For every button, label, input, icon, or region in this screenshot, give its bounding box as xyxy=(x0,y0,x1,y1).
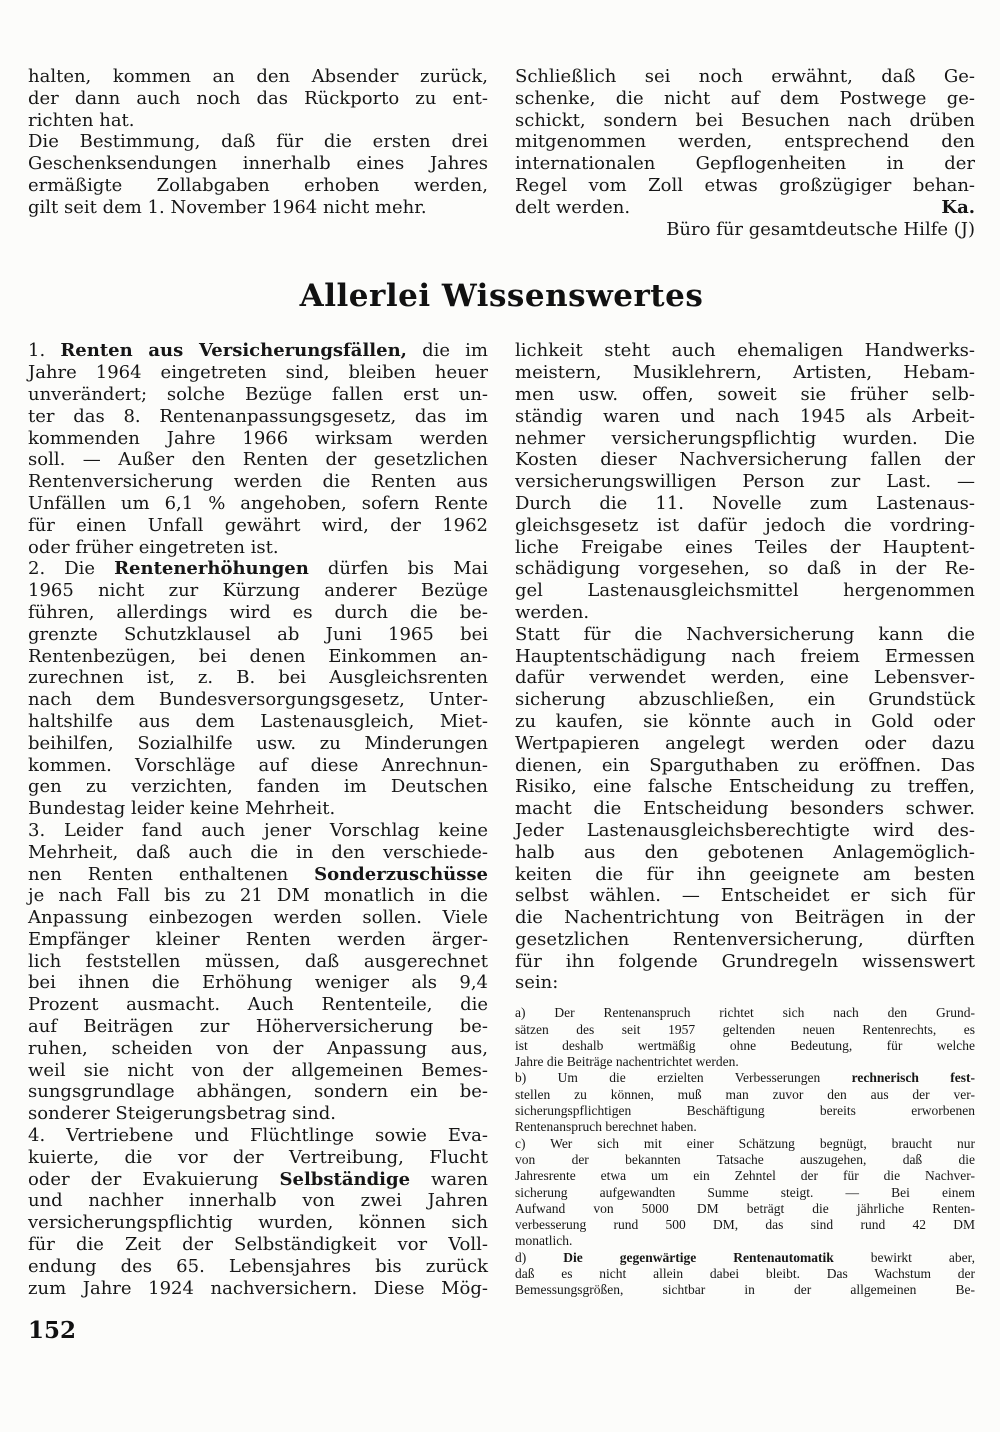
text-line: soll. — Außer den Renten der gesetzlichen xyxy=(28,449,488,471)
text-line: endung des 65. Lebensjahres bis zurück xyxy=(28,1255,488,1277)
text-line: oder früher eingetreten ist. xyxy=(28,536,279,558)
text-line: Rentenbezügen, bei denen Einkommen an- xyxy=(28,645,488,667)
text-line: von der bekannten Tatsache auszugehen, daß die xyxy=(515,1151,975,1167)
text-line: auf Beiträgen zur Höherversicherung be- xyxy=(28,1016,488,1038)
text-line: werden. xyxy=(515,601,590,623)
text-line: men usw. offen, soweit sie früher selb- xyxy=(515,383,975,405)
article-right-text xyxy=(515,340,975,994)
article-left-column xyxy=(28,340,488,1299)
text-line: weil sie nicht von der allgemeinen Bemes- xyxy=(28,1059,488,1081)
text-line: 3. Leider fand auch jener Vorschlag keine xyxy=(28,819,488,841)
text-line: zum Jahre 1924 nachversichern. Diese Mög- xyxy=(28,1277,488,1299)
text-line: mitgenommen werden, entsprechend den xyxy=(515,131,975,153)
text-line: bei ihnen die Erhöhung weniger als 9,4 xyxy=(28,972,488,994)
text-line: Empfänger kleiner Renten werden ärger- xyxy=(28,928,488,950)
text-line: Die Bestimmung, daß für die ersten drei xyxy=(28,131,488,153)
text-line: b) Um die erzielten Verbesserungen rechnerisch fest- xyxy=(515,1070,975,1086)
text-line: versicherungswilligen Person zur Last. — xyxy=(515,471,975,493)
text-line: monatlich. xyxy=(515,1233,573,1249)
text-line: für ihn folgende Grundregeln wissenswert xyxy=(515,950,975,972)
text-line: meistern, Musiklehrern, Artisten, Hebam- xyxy=(515,362,975,384)
text-line: Anpassung einbezogen werden sollen. Viele xyxy=(28,907,488,929)
text-line: Mehrheit, daß auch die in den verschiede- xyxy=(28,841,488,863)
text-line: ermäßigte Zollabgaben erhoben werden, xyxy=(28,174,488,196)
text-line: Büro für gesamtdeutsche Hilfe (J) xyxy=(666,218,975,240)
text-line: gilt seit dem 1. November 1964 nicht mehr. xyxy=(28,196,427,218)
text-line: Rentenanspruch berechnet haben. xyxy=(515,1119,697,1135)
text-line: führen, allerdings wird es durch die be- xyxy=(28,601,488,623)
top-section xyxy=(28,66,975,240)
text-line: versicherungspflichtig wurden, können sich xyxy=(28,1212,488,1234)
text-line: macht die Entscheidung besonders schwer. xyxy=(515,798,975,820)
text-line: gesetzlichen Rentenversicherung, dürften xyxy=(515,928,975,950)
text-line: 1965 nicht zur Kürzung anderer Bezüge xyxy=(28,580,488,602)
text-line: sungsgrundlage abhängen, sondern ein be- xyxy=(28,1081,488,1103)
text-line: stellen zu können, muß man zuvor den aus der ver- xyxy=(515,1086,975,1102)
text-line: je nach Fall bis zu 21 DM monatlich in die xyxy=(28,885,488,907)
text-line: gleichsgesetz ist dafür jedoch die vordring- xyxy=(515,514,975,536)
text-line: 2. Die Rentenerhöhungen dürfen bis Mai xyxy=(28,558,488,580)
text-line: selbst wählen. — Entscheidet er sich für xyxy=(515,885,975,907)
text-line: sein: xyxy=(515,972,559,994)
text-line: grenzte Schutzklausel ab Juni 1965 bei xyxy=(28,623,488,645)
article-heading: Allerlei Wissenswertes xyxy=(299,278,704,315)
text-line: gen zu verzichten, fanden im Deutschen xyxy=(28,776,488,798)
text-line: sicherung abzuschließen, ein Grundstück xyxy=(515,689,975,711)
text-line: sicherung aufgewandten Summe steigt. — Bei einem xyxy=(515,1184,975,1200)
text-line: Hauptentschädigung nach freiem Ermessen xyxy=(515,645,975,667)
text-line: Statt für die Nachversicherung kann die xyxy=(515,623,975,645)
text-line: Prozent ausmacht. Auch Rententeile, die xyxy=(28,994,488,1016)
text-line: c) Wer sich mit einer Schätzung begnügt, braucht nur xyxy=(515,1135,975,1151)
text-line: Aufwand von 5000 DM beträgt die jährliche Renten- xyxy=(515,1200,975,1216)
page-number: 152 xyxy=(28,1317,77,1345)
text-line: Bundestag leider keine Mehrheit. xyxy=(28,798,336,820)
text-line: dafür verwendet werden, eine Lebensver- xyxy=(515,667,975,689)
top-right-column xyxy=(515,66,975,240)
text-line: sonderer Steigerungsbetrag sind. xyxy=(28,1103,336,1125)
text-line: ruhen, scheiden von der Anpassung aus, xyxy=(28,1037,488,1059)
text-line: Geschenksendungen innerhalb eines Jahres xyxy=(28,153,488,175)
text-line: schenke, die nicht auf dem Postwege ge- xyxy=(515,87,975,109)
text-line: haltshilfe aus dem Lastenausgleich, Miet- xyxy=(28,710,488,732)
text-line: Jahre 1964 eingetreten sind, bleiben heuer xyxy=(28,362,488,384)
text-line: schickt, sondern bei Besuchen nach drüben xyxy=(515,109,975,131)
text-line: Jahre die Beiträge nachentrichtet werden. xyxy=(515,1054,739,1070)
text-line: internationalen Gepflogenheiten in der xyxy=(515,153,975,175)
text-line: unverändert; solche Bezüge fallen erst un- xyxy=(28,383,488,405)
text-line: keiten die für ihn geeignete am besten xyxy=(515,863,975,885)
text-line: Wertpapieren angelegt werden oder dazu xyxy=(515,732,975,754)
text-line: nehmer versicherungspflichtig wurden. Die xyxy=(515,427,975,449)
text-line: oder der Evakuierung Selbständige waren xyxy=(28,1168,488,1190)
top-left-column xyxy=(28,66,488,240)
text-line: nen Renten enthaltenen Sonderzuschüsse xyxy=(28,863,488,885)
text-line: kommenden Jahre 1966 wirksam werden xyxy=(28,427,488,449)
text-line: delt werden. Ka. xyxy=(515,196,975,218)
text-line: Durch die 11. Novelle zum Lastenaus- xyxy=(515,492,975,514)
text-line: die Nachentrichtung von Beiträgen in der xyxy=(515,907,975,929)
text-line: lichkeit steht auch ehemaligen Handwerks- xyxy=(515,340,975,362)
text-line: liche Freigabe eines Teiles der Hauptent- xyxy=(515,536,975,558)
text-line: für die Zeit der Selbständigkeit vor Voll- xyxy=(28,1234,488,1256)
text-line: Kosten dieser Nachversicherung fallen der xyxy=(515,449,975,471)
text-line: Schließlich sei noch erwähnt, daß Ge- xyxy=(515,66,975,87)
text-line: halten, kommen an den Absender zurück, xyxy=(28,66,488,87)
text-line: Jeder Lastenausgleichsberechtigte wird des- xyxy=(515,819,975,841)
text-line: Risiko, eine falsche Entscheidung zu treffen, xyxy=(515,776,975,798)
text-line: für einen Unfall gewährt wird, der 1962 xyxy=(28,514,488,536)
text-line: und nachher innerhalb von zwei Jahren xyxy=(28,1190,488,1212)
text-line: schädigung vorgesehen, so daß in der Re- xyxy=(515,558,975,580)
text-line: richten hat. xyxy=(28,109,135,131)
text-line: kommen. Vorschläge auf diese Anrechnun- xyxy=(28,754,488,776)
text-line: der dann auch noch das Rückporto zu ent- xyxy=(28,87,488,109)
text-line: 1. Renten aus Versicherungsfällen, die im xyxy=(28,340,488,362)
text-line: gel Lastenausgleichsmittel hergenommen xyxy=(515,580,975,602)
text-line: verbesserung rund 500 DM, das sind rund 42 DM xyxy=(515,1217,975,1233)
text-line: Regel vom Zoll etwas großzügiger behan- xyxy=(515,174,975,196)
article-right-column xyxy=(515,340,975,1299)
text-line: dienen, ein Sparguthaben zu eröffnen. Das xyxy=(515,754,975,776)
text-line: a) Der Rentenanspruch richtet sich nach den Grund- xyxy=(515,1005,975,1021)
text-line: sätzen des seit 1957 geltenden neuen Rentenrechts, es xyxy=(515,1021,975,1037)
text-line: 4. Vertriebene und Flüchtlinge sowie Eva- xyxy=(28,1125,488,1147)
text-line: Jahresrente etwa um ein Zehntel der für die Nachver- xyxy=(515,1168,975,1184)
text-line: zu kaufen, sie könnte auch in Gold oder xyxy=(515,710,975,732)
text-line: halb aus den gebotenen Anlagemöglich- xyxy=(515,841,975,863)
text-line: Rentenversicherung werden die Renten aus xyxy=(28,471,488,493)
article-footnotes xyxy=(515,1005,975,1298)
text-line: Unfällen um 6,1 % angehoben, sofern Rente xyxy=(28,492,488,514)
text-line: kuierte, die vor der Vertreibung, Flucht xyxy=(28,1146,488,1168)
text-line: ständig waren und nach 1945 als Arbeit- xyxy=(515,405,975,427)
text-line: ist deshalb wertmäßig ohne Bedeutung, für welche xyxy=(515,1037,975,1053)
text-line: Bemessungsgrößen, sichtbar in der allgemeinen Be- xyxy=(515,1282,975,1298)
text-line: beihilfen, Sozialhilfe usw. zu Minderungen xyxy=(28,732,488,754)
text-line: daß es nicht allein dabei bleibt. Das Wachstum der xyxy=(515,1266,975,1282)
text-line: zurechnen ist, z. B. bei Ausgleichsrenten xyxy=(28,667,488,689)
article-body xyxy=(28,340,975,1299)
text-line: ter das 8. Rentenanpassungsgesetz, das im xyxy=(28,405,488,427)
text-line: d) Die gegenwärtige Rentenautomatik bewirkt aber, xyxy=(515,1249,975,1265)
text-line: lich feststellen müssen, daß ausgerechnet xyxy=(28,950,488,972)
text-line: sicherungspflichtigen Beschäftigung bereits erworbenen xyxy=(515,1103,975,1119)
text-line: nach dem Bundesversorgungsgesetz, Unter- xyxy=(28,689,488,711)
